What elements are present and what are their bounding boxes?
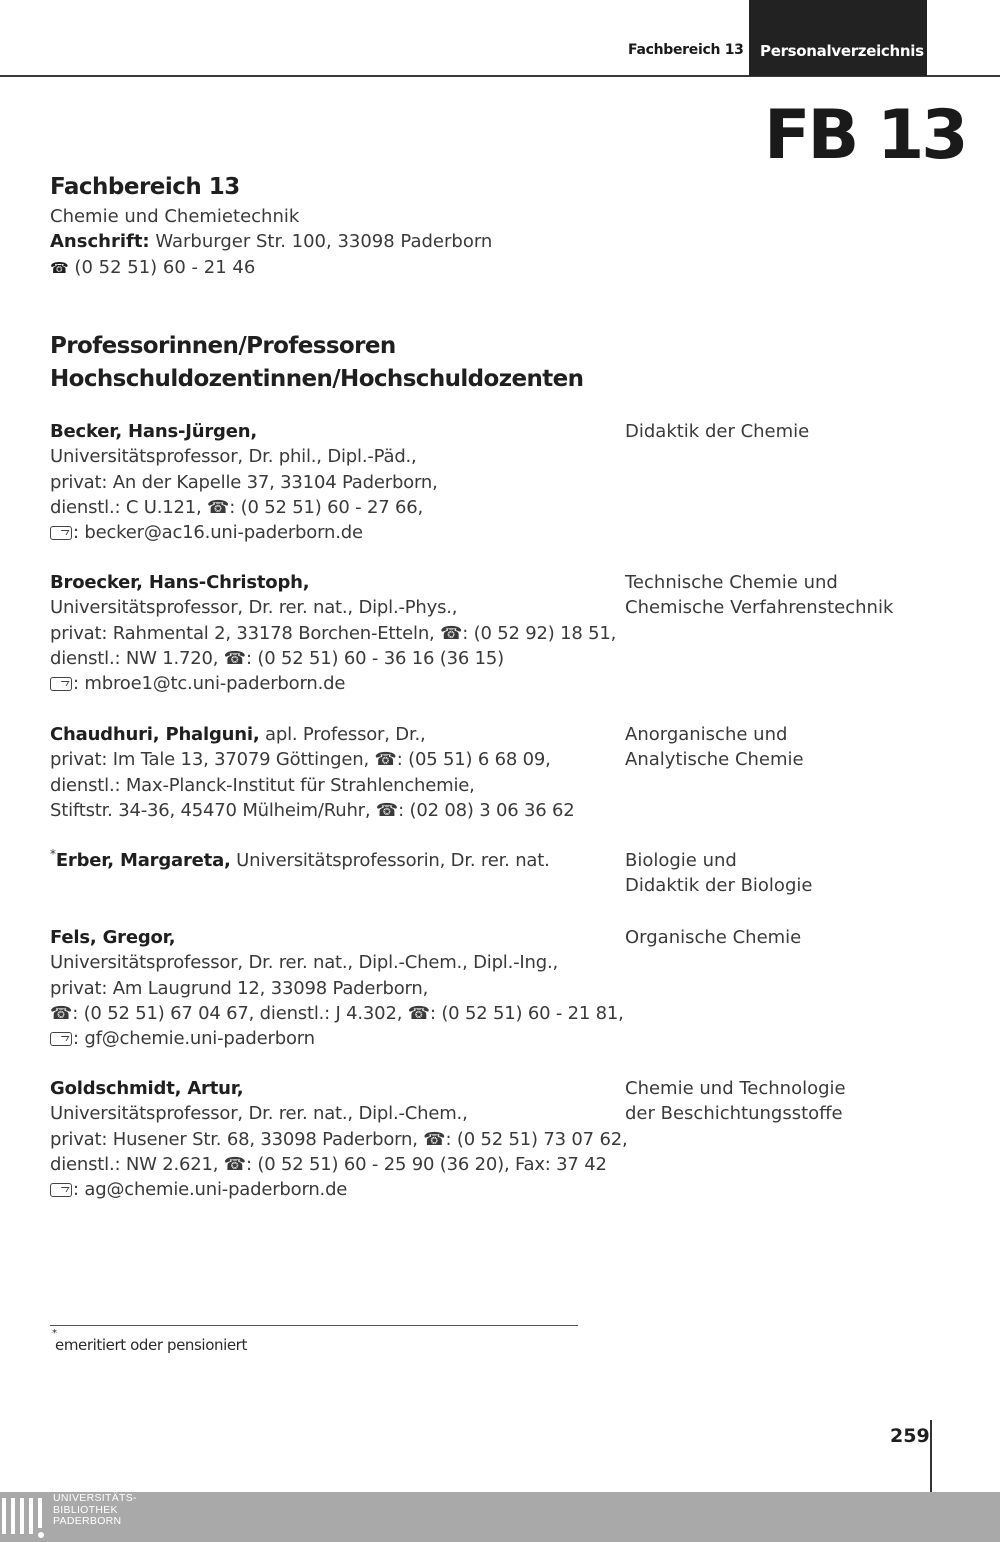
- subject-area: [625, 927, 965, 952]
- department-address: [50, 231, 492, 252]
- person-entry: [50, 421, 630, 547]
- subject-area-line: der Beschichtungsstoffe: [625, 1103, 843, 1125]
- footnote-marker: *: [50, 847, 56, 861]
- address-label: Anschrift:: [50, 231, 150, 252]
- subject-area-line: Organische Chemie: [625, 927, 802, 948]
- department-phone: [50, 257, 255, 278]
- person-entry: [50, 724, 630, 825]
- library-footer: [0, 1492, 1000, 1542]
- footnote-marker: *: [52, 1328, 57, 1339]
- subject-area: [625, 572, 965, 623]
- section-heading-professors: Professorinnen/Professoren: [50, 333, 396, 359]
- footnote-rule: [50, 1325, 578, 1326]
- person-name: Broecker, Hans-Christoph,: [50, 572, 310, 593]
- person-entry: [50, 927, 630, 1053]
- person-entry: [50, 572, 630, 698]
- telephone-icon: ☎: [50, 259, 69, 277]
- person-name: Fels, Gregor,: [50, 927, 176, 948]
- library-name: [53, 1493, 137, 1528]
- person-email: : ag@chemie.uni-paderborn.de: [73, 1179, 348, 1201]
- subject-area: [625, 724, 965, 775]
- person-detail: dienstl.: Max-Planck-Institut für Strahlenchemie,: [50, 774, 475, 796]
- section-heading-lecturers: Hochschuldozentinnen/Hochschuldozenten: [50, 366, 584, 392]
- person-name: Goldschmidt, Artur,: [50, 1078, 244, 1099]
- person-detail: Universitätsprofessor, Dr. rer. nat., Dipl.-Chem., Dipl.-Ing.,: [50, 952, 559, 974]
- person-entry: [50, 1078, 630, 1204]
- subject-area-line: Anorganische und: [625, 724, 788, 745]
- person-name: Chaudhuri, Phalguni,: [50, 724, 260, 745]
- mail-icon: [50, 1032, 72, 1046]
- library-logo-icon: [2, 1496, 46, 1538]
- person-detail: Universitätsprofessor, Dr. rer. nat., Dipl.-Chem.,: [50, 1103, 468, 1125]
- person-detail: dienstl.: NW 2.621, ☎: (0 52 51) 60 - 25 90 (36 20), Fax: 37 42: [50, 1153, 607, 1175]
- library-name-line: BIBLIOTHEK: [53, 1503, 118, 1516]
- person-title: Universitätsprofessorin, Dr. rer. nat.: [230, 850, 550, 871]
- page-number-rule: [930, 1420, 932, 1495]
- address-value: Warburger Str. 100, 33098 Paderborn: [155, 231, 493, 252]
- mail-icon: [50, 526, 72, 540]
- person-detail: dienstl.: NW 1.720, ☎: (0 52 51) 60 - 36 16 (36 15): [50, 647, 504, 669]
- person-email: : becker@ac16.uni-paderborn.de: [73, 522, 363, 544]
- person-entry: [50, 847, 630, 875]
- subject-area-line: Technische Chemie und: [625, 572, 838, 593]
- subject-area-line: Analytische Chemie: [625, 749, 804, 771]
- person-detail: ☎: (0 52 51) 67 04 67, dienstl.: J 4.302, ☎: (0 52 51) 60 - 21 81,: [50, 1002, 624, 1024]
- person-detail: Stiftstr. 34-36, 45470 Mülheim/Ruhr, ☎: (02 08) 3 06 36 62: [50, 799, 575, 821]
- subject-area-line: Chemische Verfahrenstechnik: [625, 597, 894, 619]
- subject-area: [625, 1078, 965, 1129]
- person-detail: privat: Am Laugrund 12, 33098 Paderborn,: [50, 977, 429, 999]
- subject-area-line: Chemie und Technologie: [625, 1078, 846, 1099]
- running-header-section: Fachbereich 13: [628, 42, 744, 58]
- library-name-line: PADERBORN: [53, 1515, 122, 1527]
- mail-icon: [50, 1183, 72, 1197]
- subject-area-line: Didaktik der Biologie: [625, 875, 813, 897]
- person-detail: privat: Husener Str. 68, 33098 Paderborn, ☎: (0 52 51) 73 07 62,: [50, 1128, 628, 1150]
- person-detail: Universitätsprofessor, Dr. rer. nat., Dipl.-Phys.,: [50, 597, 458, 619]
- person-detail: dienstl.: C U.121, ☎: (0 52 51) 60 - 27 66,: [50, 496, 424, 518]
- subject-area: [625, 850, 965, 901]
- subject-area-line: Didaktik der Chemie: [625, 421, 810, 442]
- person-detail: privat: Im Tale 13, 37079 Göttingen, ☎: (05 51) 6 68 09,: [50, 749, 551, 771]
- person-detail: privat: Rahmental 2, 33178 Borchen-Etteln, ☎: (0 52 92) 18 51,: [50, 622, 617, 644]
- person-email: : mbroe1@tc.uni-paderborn.de: [73, 673, 346, 695]
- mail-icon: [50, 677, 72, 691]
- page-number: 259: [890, 1425, 930, 1447]
- person-name: Becker, Hans-Jürgen,: [50, 421, 257, 442]
- department-title: Fachbereich 13: [50, 174, 240, 200]
- person-detail: Universitätsprofessor, Dr. phil., Dipl.-Päd.,: [50, 446, 417, 468]
- subject-area-line: Biologie und: [625, 850, 737, 871]
- running-header-tab: Personalverzeichnis: [749, 0, 927, 76]
- person-email: : gf@chemie.uni-paderborn: [73, 1028, 315, 1050]
- phone-value: (0 52 51) 60 - 21 46: [74, 257, 256, 278]
- person-title: apl. Professor, Dr.,: [259, 724, 426, 745]
- library-name-line: UNIVERSITÄTS-: [53, 1492, 137, 1504]
- footnote-text: emeritiert oder pensioniert: [55, 1336, 247, 1354]
- person-name: Erber, Margareta,: [55, 850, 231, 871]
- department-subtitle: Chemie und Chemietechnik: [50, 206, 300, 227]
- chapter-label: FB 13: [764, 96, 966, 175]
- person-detail: privat: An der Kapelle 37, 33104 Paderborn,: [50, 471, 438, 493]
- subject-area: [625, 421, 965, 446]
